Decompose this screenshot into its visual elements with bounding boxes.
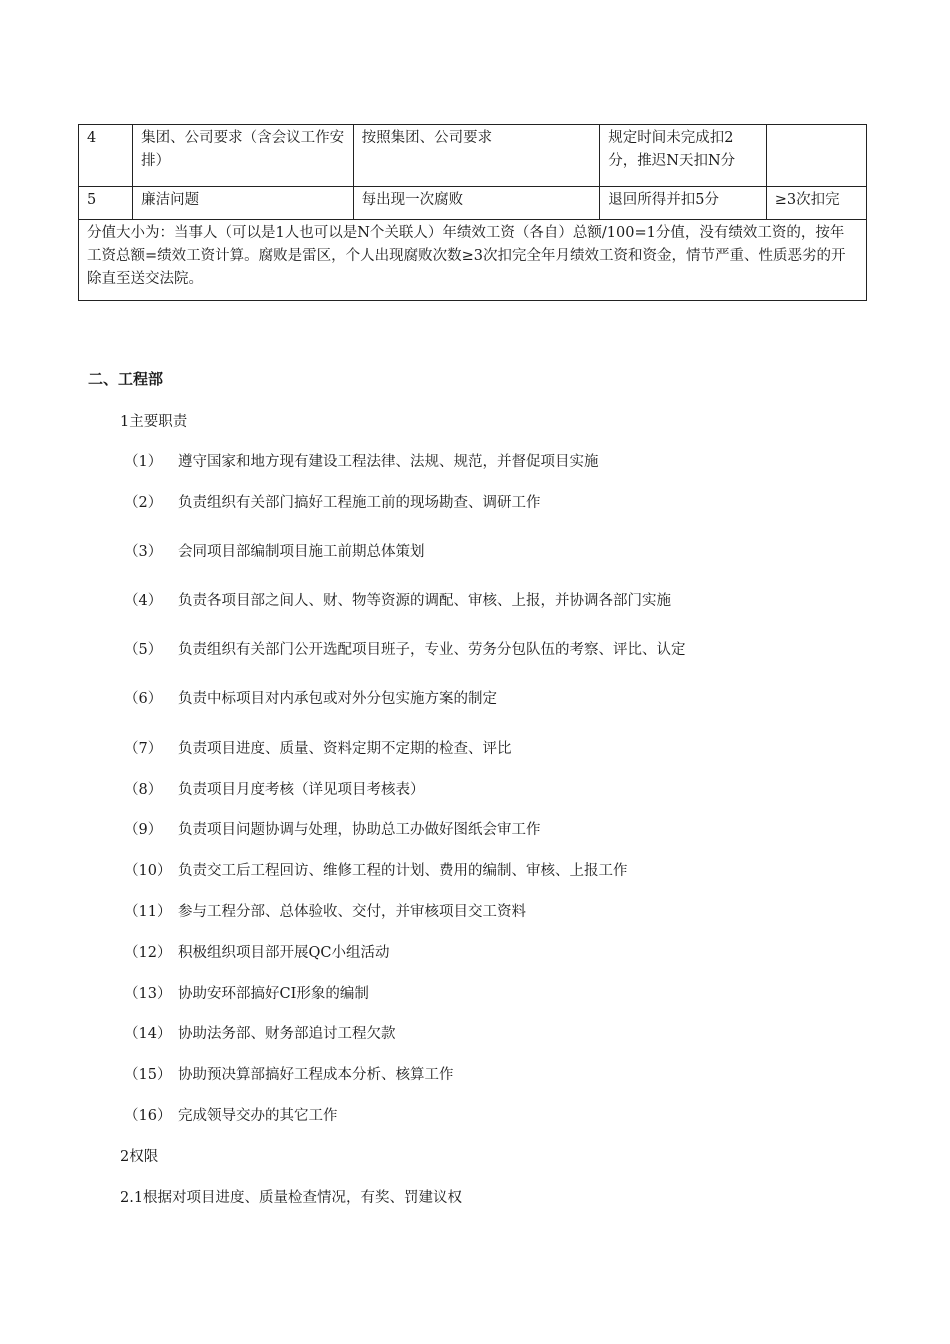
duty-number: （5） [124, 642, 163, 658]
duty-text: 负责组织有关部门公开选配项目班子，专业、劳务分包队伍的考察、评比、认定 [178, 642, 686, 658]
deduction-cell: 规定时间未完成扣2分，推迟N天扣N分 [600, 125, 766, 187]
rights-item: 2.1根据对项目进度、质量检查情况，有奖、罚建议权 [120, 1190, 463, 1206]
row-number-cell: 5 [79, 187, 133, 220]
duty-number: （14） [124, 1026, 172, 1042]
item-cell: 廉洁问题 [133, 187, 354, 220]
duty-item [124, 737, 512, 758]
duty-number: （8） [124, 782, 163, 798]
duty-number: （13） [124, 986, 172, 1002]
item-cell: 集团、公司要求（含会议工作安排） [133, 125, 354, 187]
duty-text: 协助预决算部搞好工程成本分析、核算工作 [178, 1067, 454, 1083]
duty-item [124, 1022, 396, 1043]
duty-number: （4） [124, 593, 163, 609]
duty-text: 负责中标项目对内承包或对外分包实施方案的制定 [178, 691, 497, 707]
table-row [79, 125, 867, 187]
duty-number: （6） [124, 691, 163, 707]
duty-item [124, 982, 369, 1003]
table-note-row [79, 220, 867, 301]
duty-number: （9） [124, 822, 163, 838]
duty-text: 遵守国家和地方现有建设工程法律、法规、规范，并督促项目实施 [178, 454, 599, 470]
standard-cell: 每出现一次腐败 [353, 187, 600, 220]
duty-item [124, 900, 526, 921]
duty-text: 负责组织有关部门搞好工程施工前的现场勘查、调研工作 [178, 495, 541, 511]
duty-item [124, 778, 425, 799]
duty-text: 协助安环部搞好CI形象的编制 [178, 986, 369, 1002]
extra-cell: ≥3次扣完 [766, 187, 866, 220]
duty-text: 参与工程分部、总体验收、交付，并审核项目交工资料 [178, 904, 526, 920]
duty-number: （1） [124, 454, 163, 470]
section-title: 二、工程部 [88, 370, 164, 388]
duty-text: 负责项目月度考核（详见项目考核表） [178, 782, 425, 798]
duty-item [124, 540, 425, 561]
duty-number: （15） [124, 1067, 172, 1083]
rights-heading: 2权限 [120, 1149, 159, 1165]
duty-item [124, 859, 628, 880]
duty-text: 完成领导交办的其它工作 [178, 1108, 338, 1124]
duty-item [124, 818, 541, 839]
duty-item [124, 1063, 454, 1084]
duty-number: （11） [124, 904, 172, 920]
duty-text: 负责项目进度、质量、资料定期不定期的检查、评比 [178, 741, 512, 757]
duty-text: 负责各项目部之间人、财、物等资源的调配、审核、上报，并协调各部门实施 [178, 593, 671, 609]
duty-number: （12） [124, 945, 172, 961]
duty-item [124, 687, 497, 708]
duty-text: 负责项目问题协调与处理，协助总工办做好图纸会审工作 [178, 822, 541, 838]
duty-item [124, 941, 389, 962]
extra-cell [766, 125, 866, 187]
table-note: 分值大小为：当事人（可以是1人也可以是N个关联人）年绩效工资（各自）总额/100=1分值，没有绩效工资的，按年工资总额=绩效工资计算。腐败是雷区，个人出现腐败次数≥3次扣完全年月绩效工资和资金，情节严重、性质恶劣的开除直至送交法院。 [79, 220, 867, 301]
duties-heading: 1主要职责 [120, 414, 188, 430]
duty-number: （2） [124, 495, 163, 511]
deduction-cell: 退回所得并扣5分 [600, 187, 766, 220]
duty-text: 会同项目部编制项目施工前期总体策划 [178, 544, 425, 560]
duty-item [124, 450, 599, 471]
duty-number: （10） [124, 863, 172, 879]
assessment-table [78, 124, 867, 301]
duty-item [124, 638, 686, 659]
duty-item [124, 491, 541, 512]
duty-item [124, 1104, 338, 1125]
standard-cell: 按照集团、公司要求 [353, 125, 600, 187]
duty-text: 协助法务部、财务部追讨工程欠款 [178, 1026, 396, 1042]
duty-text: 负责交工后工程回访、维修工程的计划、费用的编制、审核、上报工作 [178, 863, 628, 879]
duty-number: （3） [124, 544, 163, 560]
row-number-cell: 4 [79, 125, 133, 187]
duty-number: （7） [124, 741, 163, 757]
duty-item [124, 589, 671, 610]
duty-number: （16） [124, 1108, 172, 1124]
duty-text: 积极组织项目部开展QC小组活动 [178, 945, 390, 961]
table-row [79, 187, 867, 220]
